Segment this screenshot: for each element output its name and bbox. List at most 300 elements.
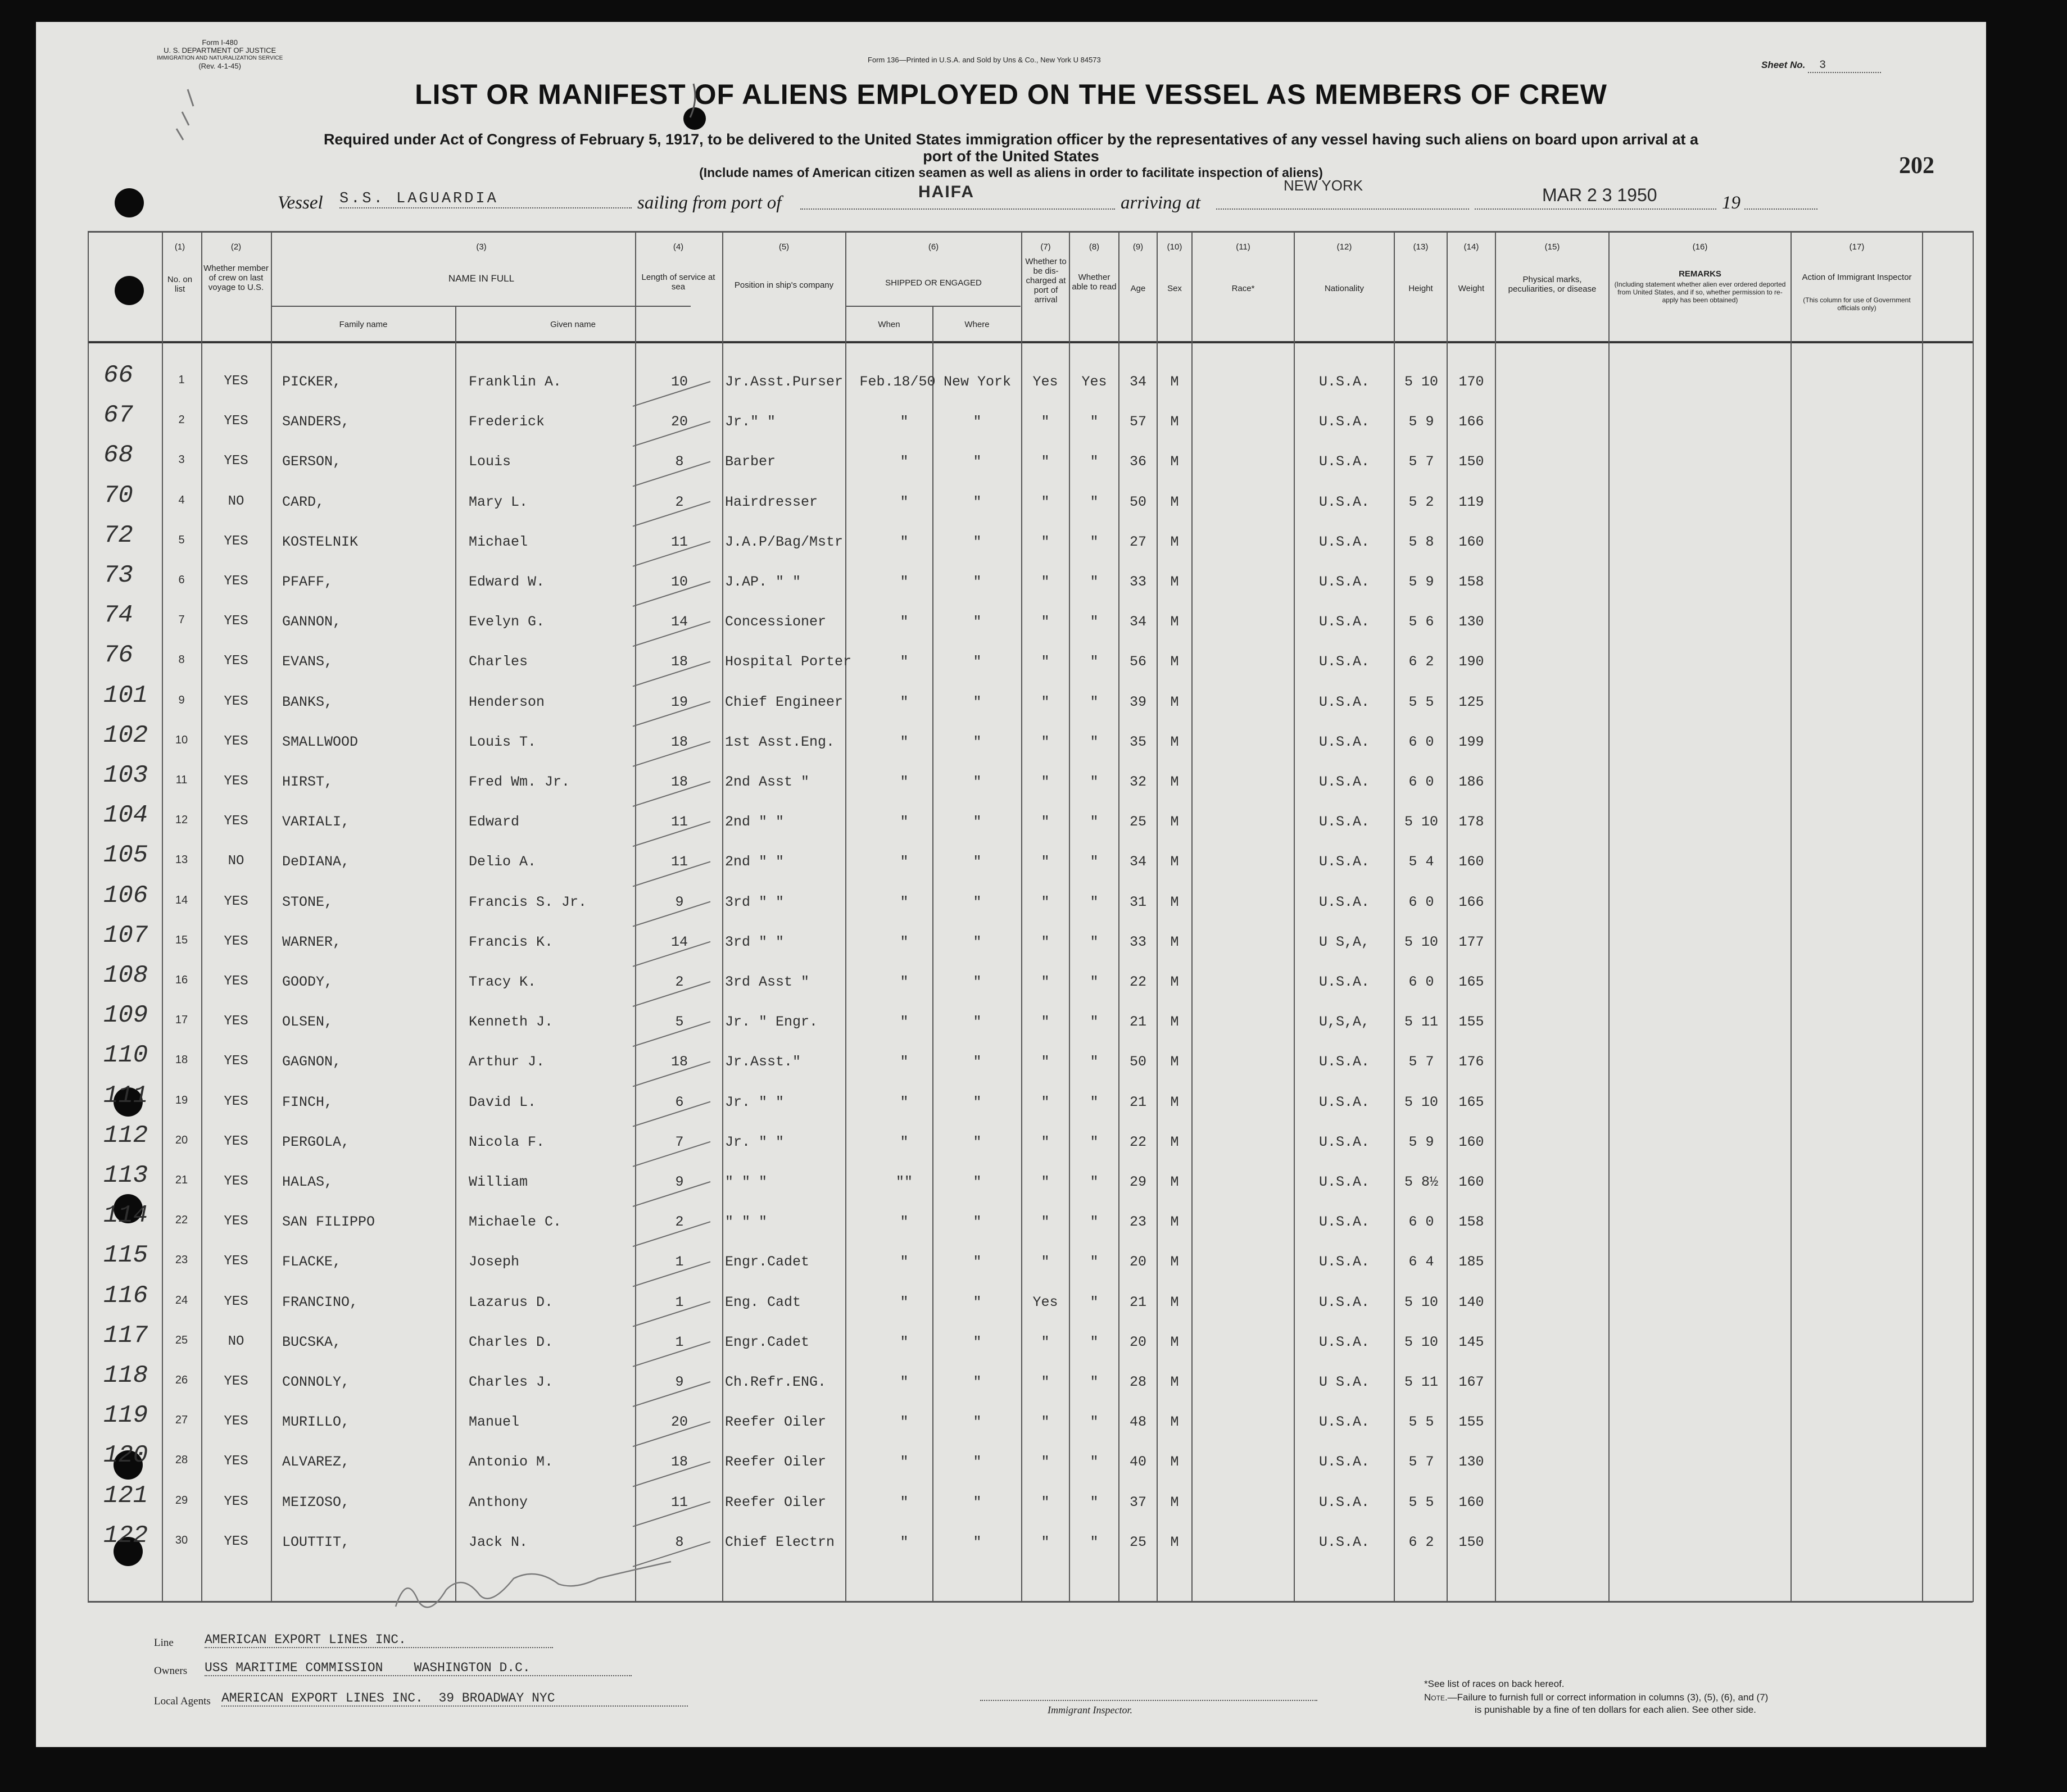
pencil-tick — [633, 1022, 710, 1046]
cell-service: 18 — [670, 1454, 688, 1471]
cell-where: " — [973, 733, 982, 750]
cell-when: " — [900, 733, 909, 750]
cell-read: " — [1090, 1254, 1099, 1271]
cell-where: " — [973, 933, 982, 950]
cell-last: YES — [224, 1014, 248, 1029]
vessel-label: Vessel — [278, 193, 323, 213]
pencil-tick — [633, 1502, 710, 1527]
cell-read: " — [1090, 1014, 1099, 1031]
cell-age: 31 — [1129, 893, 1146, 910]
cell-given: William — [469, 1174, 528, 1190]
page-title: LIST OR MANIFEST OF ALIENS EMPLOYED ON THE VESSEL AS MEMBERS OF CREW — [415, 79, 1607, 110]
pencil-tick — [633, 582, 710, 606]
cell-no: 23 — [175, 1254, 188, 1267]
col-header-physical-marks: Physical marks, peculiarities, or disease — [1508, 275, 1597, 294]
col-header-age: Age — [1130, 284, 1146, 293]
cell-disch: " — [1041, 1014, 1050, 1031]
cell-sex: M — [1170, 854, 1179, 870]
cell-family: SMALLWOOD — [282, 733, 359, 750]
cell-read: " — [1090, 814, 1099, 831]
cell-disch: " — [1041, 693, 1050, 710]
cell-given: Evelyn G. — [469, 614, 545, 630]
cell-read: " — [1090, 693, 1099, 710]
cell-position: 1st Asst.Eng. — [725, 733, 835, 750]
cell-last: YES — [224, 1414, 248, 1430]
cell-weight: 145 — [1458, 1333, 1484, 1350]
cell-height: 5 9 — [1408, 1133, 1434, 1150]
pencil-ticks-overlay — [36, 22, 1986, 1747]
cell-family: FINCH, — [282, 1094, 333, 1110]
manifest-sheet — [36, 22, 1986, 1747]
cell-where: " — [973, 814, 982, 831]
form-number: Form I-480 — [202, 38, 238, 47]
cell-weight: 158 — [1458, 1214, 1484, 1231]
cell-weight: 178 — [1458, 814, 1484, 831]
cell-disch: " — [1041, 493, 1050, 510]
cell-height: 5 5 — [1408, 1494, 1434, 1510]
cell-given: Charles J. — [469, 1374, 554, 1390]
port-from: HAIFA — [918, 183, 974, 201]
cell-service: 14 — [670, 933, 688, 950]
pencil-tick — [633, 902, 710, 927]
cell-disch: Yes — [1032, 1294, 1058, 1310]
cell-weight: 177 — [1458, 933, 1484, 950]
cell-disch: " — [1041, 1094, 1050, 1110]
cell-when: " — [900, 453, 909, 470]
cell-nat: U.S.A. — [1318, 414, 1370, 430]
line-label: Line — [154, 1637, 174, 1649]
cell-given: Tracy K. — [469, 974, 537, 990]
cell-where: New York — [943, 374, 1012, 390]
cell-family: PFAFF, — [282, 574, 333, 590]
cell-service: 14 — [670, 614, 688, 630]
cell-sex: M — [1170, 893, 1179, 910]
pencil-tick — [633, 1102, 710, 1127]
cell-nat: U.S.A. — [1318, 614, 1370, 630]
cell-disch: " — [1041, 614, 1050, 630]
cell-service: 20 — [670, 414, 688, 430]
cell-last: NO — [228, 854, 244, 869]
cell-nat: U.S.A. — [1318, 814, 1370, 831]
cell-where: " — [973, 1374, 982, 1390]
cell-disch: " — [1041, 533, 1050, 550]
cell-no: 20 — [175, 1133, 188, 1146]
cell-nat: U.S.A. — [1318, 1214, 1370, 1231]
cell-family: GANNON, — [282, 614, 342, 630]
pencil-tick — [633, 1382, 710, 1407]
cell-weight: 190 — [1458, 654, 1484, 670]
cell-last: YES — [224, 733, 248, 749]
cell-when: "" — [895, 1174, 913, 1190]
cell-family: LOUTTIT, — [282, 1534, 350, 1550]
cell-weight: 166 — [1458, 893, 1484, 910]
cell-read: " — [1090, 453, 1099, 470]
cell-where: " — [973, 774, 982, 790]
pencil-tick — [633, 782, 710, 806]
cell-when: " — [900, 1214, 909, 1231]
cell-service: 10 — [670, 374, 688, 390]
cell-height: 5 10 — [1404, 933, 1438, 950]
col-header-height: Height — [1408, 284, 1433, 293]
cell-height: 5 11 — [1404, 1374, 1438, 1390]
cell-height: 5 10 — [1404, 1333, 1438, 1350]
cell-height: 6 0 — [1408, 974, 1434, 990]
cell-where: " — [973, 1214, 982, 1231]
cell-service: 6 — [675, 1094, 684, 1110]
cell-weight: 130 — [1458, 1454, 1484, 1471]
cell-position: Reefer Oiler — [725, 1454, 827, 1471]
cell-disch: " — [1041, 1454, 1050, 1471]
col-num-2: (2) — [230, 242, 242, 252]
cell-age: 20 — [1129, 1254, 1146, 1271]
col-num-4: (4) — [673, 242, 684, 252]
cell-sex: M — [1170, 774, 1179, 790]
cell-height: 5 5 — [1408, 693, 1434, 710]
cell-position: 3rd Asst " — [725, 974, 810, 990]
cell-hand: 72 — [103, 521, 133, 550]
cell-last: YES — [224, 1133, 248, 1149]
cell-nat: U S.A. — [1318, 1374, 1370, 1390]
cell-hand: 118 — [103, 1362, 148, 1390]
inspector-signature-line — [980, 1699, 1317, 1701]
cell-when: " — [900, 614, 909, 630]
cell-no: 12 — [175, 814, 188, 827]
cell-no: 3 — [178, 453, 185, 466]
cell-height: 5 7 — [1408, 453, 1434, 470]
cell-weight: 167 — [1458, 1374, 1484, 1390]
pencil-tick — [633, 742, 710, 766]
cell-family: CARD, — [282, 493, 325, 510]
col-header-inspector-note: (This column for use of Government officials only) — [1803, 296, 1911, 312]
cell-no: 11 — [175, 774, 188, 786]
cell-age: 34 — [1129, 614, 1146, 630]
cell-position: Engr.Cadet — [725, 1333, 810, 1350]
port-to: NEW YORK — [1284, 177, 1363, 194]
sheet-number: 3 — [1808, 59, 1881, 73]
cell-disch: " — [1041, 1374, 1050, 1390]
cell-hand: 110 — [103, 1041, 148, 1070]
cell-given: Edward — [469, 814, 520, 831]
cell-read: " — [1090, 493, 1099, 510]
cell-age: 25 — [1129, 814, 1146, 831]
cell-nat: U.S.A. — [1318, 374, 1370, 390]
cell-read: " — [1090, 574, 1099, 590]
cell-given: Louis T. — [469, 733, 537, 750]
cell-where: " — [973, 1054, 982, 1070]
cell-when: " — [900, 1454, 909, 1471]
cell-last: YES — [224, 1494, 248, 1509]
cell-family: HALAS, — [282, 1174, 333, 1190]
cell-family: CONNOLY, — [282, 1374, 350, 1390]
cell-when: " — [900, 1094, 909, 1110]
pencil-tick — [633, 1142, 710, 1167]
cell-no: 27 — [175, 1414, 188, 1427]
cell-nat: U.S.A. — [1318, 654, 1370, 670]
cell-position: Barber — [725, 453, 776, 470]
cell-when: " — [900, 774, 909, 790]
cell-last: YES — [224, 1094, 248, 1109]
cell-last: YES — [224, 1054, 248, 1069]
cell-position: " " " — [725, 1214, 768, 1231]
cell-height: 6 2 — [1408, 1534, 1434, 1550]
cell-sex: M — [1170, 1494, 1179, 1510]
cell-position: Chief Engineer — [725, 693, 844, 710]
cell-no: 21 — [175, 1174, 188, 1186]
form-rev: (Rev. 4-1-45) — [198, 62, 241, 70]
cell-given: Franklin A. — [469, 374, 562, 390]
cell-hand: 119 — [103, 1401, 148, 1430]
cell-height: 6 0 — [1408, 774, 1434, 790]
cell-sex: M — [1170, 933, 1179, 950]
cell-last: YES — [224, 774, 248, 789]
cell-hand: 101 — [103, 681, 148, 710]
cell-nat: U,S,A, — [1318, 1014, 1370, 1031]
cell-weight: 176 — [1458, 1054, 1484, 1070]
cell-age: 50 — [1129, 493, 1146, 510]
cell-position: " " " — [725, 1174, 768, 1190]
cell-age: 36 — [1129, 453, 1146, 470]
pencil-tick — [633, 1182, 710, 1206]
note-line-1: —Failure to furnish full or correct information in columns (3), (5), (6), and (7) — [1447, 1692, 1769, 1703]
vessel-name: S.S. LAGUARDIA — [339, 190, 632, 208]
cell-when: " — [900, 574, 909, 590]
cell-sex: M — [1170, 574, 1179, 590]
cell-last: YES — [224, 814, 248, 829]
cell-age: 23 — [1129, 1214, 1146, 1231]
cell-position: Eng. Cadt — [725, 1294, 801, 1310]
cell-read: Yes — [1081, 374, 1107, 390]
cell-family: WARNER, — [282, 933, 342, 950]
note-line-2: is punishable by a fine of ten dollars for each alien. See other side. — [1475, 1704, 1756, 1715]
cell-where: " — [973, 1254, 982, 1271]
cell-read: " — [1090, 654, 1099, 670]
col-num-13: (13) — [1413, 242, 1429, 252]
cell-height: 5 10 — [1404, 374, 1438, 390]
col-header-service: Length of service at sea — [641, 273, 715, 292]
cell-given: Joseph — [469, 1254, 520, 1271]
col-num-12: (12) — [1336, 242, 1352, 252]
cell-read: " — [1090, 614, 1099, 630]
cell-last: YES — [224, 453, 248, 469]
cell-given: Charles D. — [469, 1333, 554, 1350]
col-num-1: (1) — [174, 242, 185, 252]
cell-sex: M — [1170, 453, 1179, 470]
cell-weight: 119 — [1458, 493, 1484, 510]
cell-service: 18 — [670, 774, 688, 790]
subtitle-line-2: port of the United States — [923, 148, 1099, 165]
cell-weight: 150 — [1458, 453, 1484, 470]
cell-service: 9 — [675, 893, 684, 910]
cell-no: 6 — [178, 574, 185, 586]
cell-service: 8 — [675, 453, 684, 470]
cell-last: NO — [228, 1333, 244, 1349]
cell-disch: " — [1041, 1494, 1050, 1510]
subtitle-line-3: (Include names of American citizen seamen as well as aliens in order to facilitate inspection of aliens) — [699, 165, 1323, 180]
cell-hand: 115 — [103, 1241, 148, 1270]
cell-service: 11 — [670, 1494, 688, 1510]
col-num-5: (5) — [778, 242, 790, 252]
cell-weight: 158 — [1458, 574, 1484, 590]
cell-service: 2 — [675, 974, 684, 990]
cell-weight: 150 — [1458, 1534, 1484, 1550]
cell-where: " — [973, 854, 982, 870]
penalty-note — [1424, 1692, 1768, 1703]
cell-position: Jr." " — [725, 414, 776, 430]
cell-when: Feb.18/50 — [859, 374, 936, 390]
col-num-17: (17) — [1849, 242, 1865, 252]
cell-family: GAGNON, — [282, 1054, 342, 1070]
agents-label: Local Agents — [154, 1695, 211, 1707]
cell-when: " — [900, 1254, 909, 1271]
cell-service: 18 — [670, 1054, 688, 1070]
cell-position: Jr. " Engr. — [725, 1014, 818, 1031]
cell-given: Jack N. — [469, 1534, 528, 1550]
arrival-date: MAR 2 3 1950 — [1542, 185, 1657, 205]
cell-disch: " — [1041, 654, 1050, 670]
cell-service: 8 — [675, 1534, 684, 1550]
cell-read: " — [1090, 1294, 1099, 1310]
cell-weight: 185 — [1458, 1254, 1484, 1271]
cell-no: 17 — [175, 1014, 188, 1027]
cell-last: YES — [224, 374, 248, 389]
cell-family: GOODY, — [282, 974, 333, 990]
cell-read: " — [1090, 1534, 1099, 1550]
cell-family: HIRST, — [282, 774, 333, 790]
cell-height: 5 11 — [1404, 1014, 1438, 1031]
cell-nat: U.S.A. — [1318, 1133, 1370, 1150]
cell-read: " — [1090, 933, 1099, 950]
cell-given: Louis — [469, 453, 511, 470]
pencil-tick — [633, 661, 710, 686]
cell-hand: 120 — [103, 1441, 148, 1470]
cell-read: " — [1090, 1414, 1099, 1431]
cell-no: 26 — [175, 1374, 188, 1386]
cell-sex: M — [1170, 733, 1179, 750]
cell-disch: " — [1041, 1534, 1050, 1550]
cell-given: Francis S. Jr. — [469, 893, 587, 910]
cell-nat: U.S.A. — [1318, 1454, 1370, 1471]
col-header-list-no: No. on list — [167, 275, 193, 294]
cell-height: 5 6 — [1408, 614, 1434, 630]
cell-height: 5 9 — [1408, 414, 1434, 430]
cell-given: Nicola F. — [469, 1133, 545, 1150]
cell-where: " — [973, 974, 982, 990]
cell-hand: 112 — [103, 1121, 148, 1150]
cell-nat: U.S.A. — [1318, 1414, 1370, 1431]
cell-hand: 108 — [103, 961, 148, 990]
cell-given: Francis K. — [469, 933, 554, 950]
owners-value: USS MARITIME COMMISSION WASHINGTON D.C. — [205, 1661, 632, 1676]
cell-height: 5 10 — [1404, 1094, 1438, 1110]
cell-height: 6 0 — [1408, 733, 1434, 750]
cell-age: 34 — [1129, 854, 1146, 870]
cell-nat: U.S.A. — [1318, 1054, 1370, 1070]
cell-sex: M — [1170, 614, 1179, 630]
cell-weight: 165 — [1458, 1094, 1484, 1110]
cell-family: SAN FILIPPO — [282, 1214, 375, 1231]
cell-read: " — [1090, 1333, 1099, 1350]
pencil-tick — [633, 421, 710, 446]
cell-hand: 117 — [103, 1321, 148, 1350]
cell-position: Reefer Oiler — [725, 1494, 827, 1510]
cell-weight: 130 — [1458, 614, 1484, 630]
cell-position: Reefer Oiler — [725, 1414, 827, 1431]
cell-last: YES — [224, 1374, 248, 1389]
cell-hand: 109 — [103, 1001, 148, 1030]
cell-age: 21 — [1129, 1014, 1146, 1031]
cell-family: FRANCINO, — [282, 1294, 359, 1310]
cell-family: VARIALI, — [282, 814, 350, 831]
cell-service: 20 — [670, 1414, 688, 1431]
cell-no: 24 — [175, 1294, 188, 1306]
arriving-label: arriving at — [1121, 193, 1201, 213]
cell-when: " — [900, 1054, 909, 1070]
cell-last: YES — [224, 1214, 248, 1230]
cell-disch: " — [1041, 974, 1050, 990]
cell-nat: U.S.A. — [1318, 1294, 1370, 1310]
cell-service: 1 — [675, 1294, 684, 1310]
col-num-14: (14) — [1463, 242, 1479, 252]
cell-given: Arthur J. — [469, 1054, 545, 1070]
cell-weight: 160 — [1458, 533, 1484, 550]
pencil-tick — [633, 1061, 710, 1086]
cell-last: YES — [224, 414, 248, 429]
col-num-7: (7) — [1040, 242, 1051, 252]
cell-last: YES — [224, 1174, 248, 1189]
cell-hand: 116 — [103, 1281, 148, 1310]
cell-nat: U.S.A. — [1318, 533, 1370, 550]
cell-age: 28 — [1129, 1374, 1146, 1390]
cell-age: 35 — [1129, 733, 1146, 750]
cell-sex: M — [1170, 1054, 1179, 1070]
cell-hand: 104 — [103, 801, 148, 830]
cell-height: 5 5 — [1408, 1414, 1434, 1431]
cell-service: 18 — [670, 733, 688, 750]
inspector-label: Immigrant Inspector. — [1048, 1704, 1132, 1716]
cell-position: Concessioner — [725, 614, 827, 630]
signature-scrawl — [396, 1562, 671, 1607]
cell-sex: M — [1170, 1534, 1179, 1550]
owners-label: Owners — [154, 1665, 188, 1677]
cell-family: BUCSKA, — [282, 1333, 342, 1350]
cell-last: YES — [224, 693, 248, 709]
cell-when: " — [900, 893, 909, 910]
cell-where: " — [973, 1014, 982, 1031]
cell-hand: 122 — [103, 1521, 148, 1550]
cell-last: YES — [224, 1454, 248, 1469]
cell-service: 1 — [675, 1254, 684, 1271]
cell-nat: U.S.A. — [1318, 693, 1370, 710]
cell-height: 6 0 — [1408, 893, 1434, 910]
cell-age: 22 — [1129, 974, 1146, 990]
cell-age: 34 — [1129, 374, 1146, 390]
pencil-tick — [633, 702, 710, 727]
cell-when: " — [900, 1294, 909, 1310]
cell-where: " — [973, 893, 982, 910]
cell-sex: M — [1170, 1333, 1179, 1350]
cell-disch: " — [1041, 1133, 1050, 1150]
pencil-tick — [633, 1542, 710, 1567]
cell-nat: U.S.A. — [1318, 453, 1370, 470]
cell-given: Charles — [469, 654, 528, 670]
cell-where: " — [973, 693, 982, 710]
cell-service: 2 — [675, 1214, 684, 1231]
cell-no: 2 — [178, 414, 185, 427]
cell-height: 6 4 — [1408, 1254, 1434, 1271]
pencil-tick — [633, 1302, 710, 1327]
cell-read: " — [1090, 1174, 1099, 1190]
col-header-sex: Sex — [1167, 284, 1182, 293]
